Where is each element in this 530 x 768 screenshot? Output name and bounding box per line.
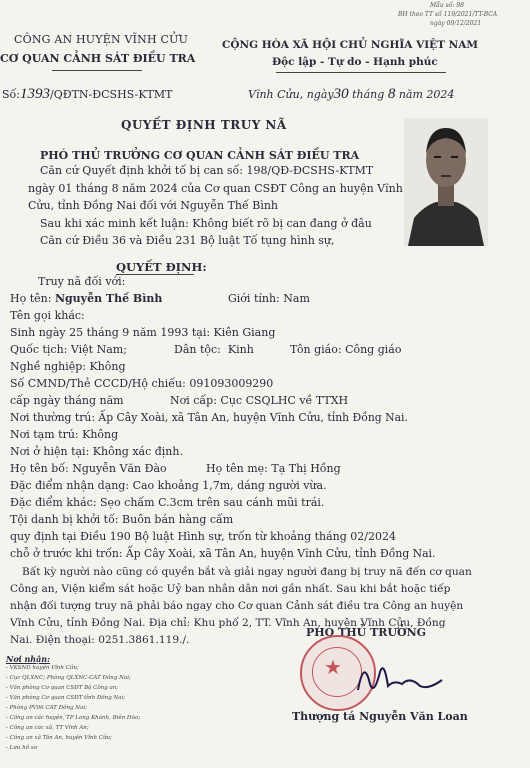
signer-name: Thượng tá Nguyễn Văn Loan (292, 710, 468, 723)
date-place-text: Vĩnh Cửu, ngày (248, 88, 334, 101)
date-month: 8 (387, 86, 396, 102)
religion-value: Công giáo (345, 343, 402, 356)
job: Nghề nghiệp: Không (10, 360, 126, 373)
birth-info: Sinh ngày 25 tháng 9 năm 1993 tại: Kiên Giang (10, 326, 276, 339)
nationality-value: Việt Nam; (70, 343, 127, 356)
portrait-image (404, 118, 488, 246)
preamble-line-1: Căn cứ Quyết định khởi tố bị can số: 198/QĐ-ĐCSHS-KTMT (40, 164, 374, 177)
date-month-label: tháng (352, 88, 385, 101)
preamble-line-4: Sau khi xác minh kết luận: Không biết rõ bị can đang ở đâu (40, 217, 372, 230)
document-title: QUYẾT ĐỊNH TRUY NÃ (121, 118, 287, 132)
doc-number-prefix: Số: (2, 88, 20, 101)
form-code-line3: ngày 09/12/2021 (430, 20, 482, 27)
last-address: chỗ ở trước khi trốn: Ấp Cây Xoài, xã Tân An, huyện Vĩnh Cửu, tỉnh Đồng Nai. (10, 547, 436, 560)
issuer-title: PHÓ THỦ TRƯỞNG CƠ QUAN CẢNH SÁT ĐIỀU TRA (40, 149, 360, 162)
religion-row (290, 343, 401, 356)
father-name: Họ tên bố: Nguyễn Văn Đào (10, 462, 167, 475)
wanted-intro: Truy nã đối với: (38, 275, 126, 288)
agency-line1: CÔNG AN HUYỆN VĨNH CỬU (14, 33, 189, 46)
nation-line2: Độc lập - Tự do - Hạnh phúc (272, 56, 438, 68)
other-name: Tên gọi khác: (10, 309, 85, 322)
form-code-line2: BH theo TT số 119/2021/TT-BCA (398, 11, 498, 18)
decision-heading-underline (116, 274, 194, 275)
ethnic-value: Kinh (227, 343, 254, 356)
recipient-item: - Phòng PV06 CAT Đồng Nai; (6, 705, 88, 711)
recipient-item: - Lưu hồ sơ (6, 745, 37, 751)
name-row (10, 292, 162, 305)
suspect-photo (404, 118, 488, 246)
closing-line-1: Bất kỳ người nào cũng có quyền bắt và giải ngay người đang bị truy nã đến cơ quan (22, 566, 472, 578)
nation-underline (276, 72, 446, 73)
recipient-item: - VKSND huyện Vĩnh Cửu; (6, 665, 79, 671)
other-marks: Đặc điểm khác: Sẹo chấm C.3cm trên sau cánh mũi trái. (10, 496, 325, 509)
signature-mark (350, 650, 450, 706)
recipient-item: - Công an xã Tân An, huyện Vĩnh Cửu; (6, 735, 112, 741)
date-place (248, 86, 454, 103)
mother-name: Họ tên mẹ: Tạ Thị Hồng (206, 462, 341, 475)
nationality-row (10, 343, 127, 356)
doc-number-value: 1393 (19, 86, 50, 102)
signer-title: PHÓ THỦ TRƯỞNG (306, 626, 427, 639)
ethnic-label: Dân tộc: (174, 343, 221, 356)
legal-provision: quy định tại Điều 190 Bộ luật Hình sự, trốn từ khoảng tháng 02/2024 (10, 530, 396, 543)
id-issue-date: cấp ngày tháng năm (10, 394, 124, 407)
preamble-line-2: ngày 01 tháng 8 năm 2024 của Cơ quan CSĐT Công an huyện Vĩnh (28, 182, 403, 195)
date-day: 30 (333, 86, 349, 102)
recipients-heading: Nơi nhận: (6, 654, 51, 664)
id-issue-place: Nơi cấp: Cục CSQLHC về TTXH (170, 394, 349, 407)
recipient-item: - Công an các huyện, TP Long Khánh, Biên Hòa; (6, 715, 141, 721)
permanent-address: Nơi thường trú: Ấp Cây Xoài, xã Tân An, huyện Vĩnh Cửu, tỉnh Đồng Nai. (10, 411, 408, 424)
recipient-item: - Cục QLXNC; Phòng QLXNC-CAT Đồng Nai; (6, 675, 131, 681)
charged-crime: Tội danh bị khởi tố: Buôn bán hàng cấm (10, 513, 234, 526)
seal-star-icon: ★ (324, 655, 342, 679)
closing-line-5: Nai. Điện thoại: 0251.3861.119./. (10, 634, 190, 646)
nationality-label: Quốc tịch: (10, 343, 68, 356)
identifying-features: Đặc điểm nhận dạng: Cao khoảng 1,7m, dáng người vừa. (10, 479, 327, 492)
ethnic-row (174, 343, 254, 356)
gender-value: Nam (283, 292, 310, 305)
agency-line2: CƠ QUAN CẢNH SÁT ĐIỀU TRA (0, 52, 196, 65)
gender-label: Giới tính: (228, 292, 280, 305)
preamble-line-5: Căn cứ Điều 36 và Điều 231 Bộ luật Tố tụng hình sự, (40, 234, 335, 247)
temporary-address: Nơi tạm trú: Không (10, 428, 119, 441)
gender-row (228, 292, 310, 305)
closing-line-2: Công an, Viện kiểm sát hoặc Uỷ ban nhân dân nơi gần nhất. Sau khi bắt hoặc tiếp (10, 583, 451, 595)
date-year: năm 2024 (398, 88, 455, 101)
nation-line1: CỘNG HÒA XÃ HỘI CHỦ NGHĨA VIỆT NAM (222, 39, 478, 51)
doc-number (2, 86, 173, 103)
doc-number-suffix: /QĐTN-ĐCSHS-KTMT (49, 88, 173, 101)
suspect-name: Nguyễn Thế Bình (54, 292, 163, 305)
religion-label: Tôn giáo: (290, 343, 342, 356)
closing-line-4: Vĩnh Cửu, tỉnh Đồng Nai. Địa chỉ: Khu phố 2, TT. Vĩnh An, huyện Vĩnh Cửu, Đồng (10, 617, 446, 629)
agency-underline (52, 70, 142, 71)
closing-line-3: nhận đối tượng truy nã phải báo ngay cho Cơ quan Cảnh sát điều tra Công an huyện (10, 600, 464, 612)
decision-heading: QUYẾT ĐỊNH: (116, 260, 207, 274)
recipient-item: - Văn phòng Cơ quan CSĐT tỉnh Đồng Nai; (6, 695, 126, 701)
recipient-item: - Công an các xã, TT Vĩnh An; (6, 725, 89, 731)
form-code-line1: Mẫu số: 98 (430, 2, 464, 9)
id-number: Số CMND/Thẻ CCCD/Hộ chiếu: 091093009290 (10, 377, 274, 390)
name-label: Họ tên: (10, 292, 52, 305)
current-address: Nơi ở hiện tại: Không xác định. (10, 445, 183, 458)
preamble-line-3: Cửu, tỉnh Đồng Nai đối với Nguyễn Thế Bình (28, 199, 279, 212)
recipient-item: - Văn phòng Cơ quan CSĐT Bộ Công an; (6, 685, 119, 691)
